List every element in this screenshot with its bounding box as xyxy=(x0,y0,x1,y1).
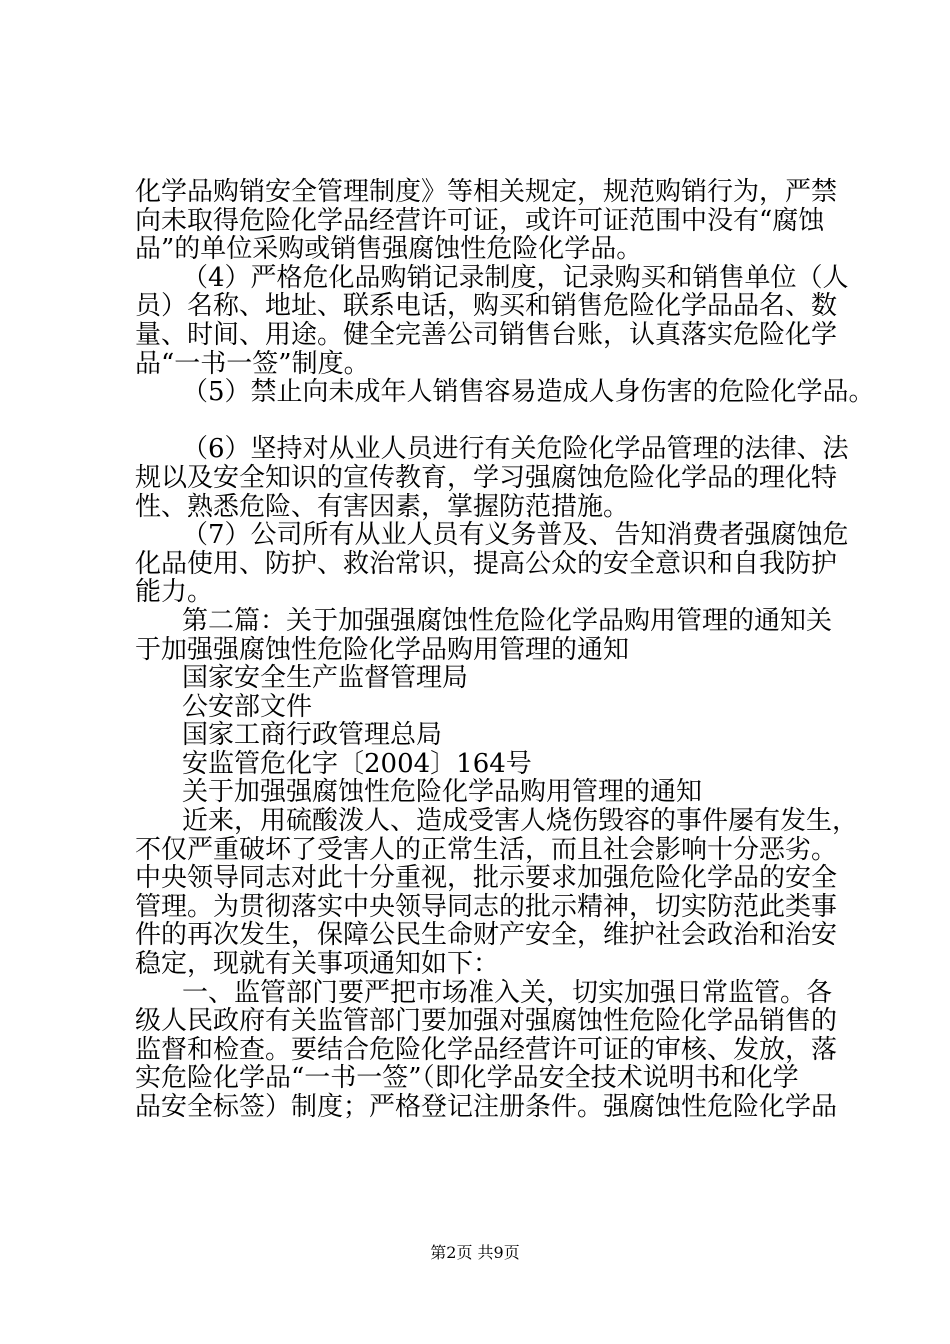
text-line: 级人民政府有关监管部门要加强对强腐蚀性危险化学品销售的 xyxy=(135,1006,838,1037)
text-line: （5）禁止向未成年人销售容易造成人身伤害的危险化学品。 xyxy=(182,377,875,408)
text-line: 公安部文件 xyxy=(182,691,313,722)
text-line: （7）公司所有从业人员有义务普及、告知消费者强腐蚀危 xyxy=(182,520,849,551)
text-line: 监督和检查。要结合危险化学品经营许可证的审核、发放，落 xyxy=(135,1034,838,1065)
text-line: （6）坚持对从业人员进行有关危险化学品管理的法律、法 xyxy=(182,434,849,465)
text-line: 能力。 xyxy=(135,577,214,608)
page-footer xyxy=(0,1243,950,1263)
text-line: 员）名称、地址、联系电话，购买和销售危险化学品品名、数 xyxy=(135,291,838,322)
text-line: 近来，用硫酸泼人、造成受害人烧伤毁容的事件屡有发生， xyxy=(182,806,859,837)
text-line: 安监管危化字〔2004〕164号 xyxy=(182,748,532,779)
document-body xyxy=(135,177,875,1122)
text-line: （4）严格危化品购销记录制度，记录购买和销售单位（人 xyxy=(182,262,849,293)
text-line: 国家工商行政管理总局 xyxy=(182,720,443,751)
text-line: 于加强强腐蚀性危险化学品购用管理的通知 xyxy=(135,634,630,665)
text-line: 性、熟悉危险、有害因素，掌握防范措施。 xyxy=(135,491,630,522)
text-line: 规以及安全知识的宣传教育，学习强腐蚀危险化学品的理化特 xyxy=(135,462,838,493)
text-line: 品”的单位采购或销售强腐蚀性危险化学品。 xyxy=(135,234,643,265)
text-line: 一、监管部门要严把市场准入关，切实加强日常监管。各 xyxy=(182,977,833,1008)
text-line: 品“一书一签”制度。 xyxy=(135,348,370,379)
text-line: 向未取得危险化学品经营许可证，或许可证范围中没有“腐蚀 xyxy=(135,205,825,236)
text-line: 第二篇：关于加强强腐蚀性危险化学品购用管理的通知关 xyxy=(182,605,833,636)
text-line: 中央领导同志对此十分重视，批示要求加强危险化学品的安全 xyxy=(135,863,838,894)
text-line: 稳定，现就有关事项通知如下： xyxy=(135,949,500,980)
text-line: 化学品购销安全管理制度》等相关规定，规范购销行为，严禁 xyxy=(135,177,838,207)
blank-line xyxy=(135,407,835,436)
text-line: 关于加强强腐蚀性危险化学品购用管理的通知 xyxy=(182,777,703,808)
text-line: 件的再次发生，保障公民生命财产安全，维护社会政治和治安 xyxy=(135,920,838,951)
text-line: 量、时间、用途。健全完善公司销售台账，认真落实危险化学 xyxy=(135,319,838,350)
text-line: 国家安全生产监督管理局 xyxy=(182,663,469,694)
text-line: 品安全标签）制度；严格登记注册条件。强腐蚀性危险化学品 xyxy=(135,1092,838,1122)
text-line: 管理。为贯彻落实中央领导同志的批示精神，切实防范此类事 xyxy=(135,891,838,922)
text-line: 实危险化学品“一书一签”（即化学品安全技术说明书和化学 xyxy=(135,1063,799,1094)
text-line: 不仅严重破坏了受害人的正常生活，而且社会影响十分恶劣。 xyxy=(135,834,838,865)
page-number: 第2页 共9页 xyxy=(430,1243,520,1262)
text-line: 化品使用、防护、救治常识，提高公众的安全意识和自我防护 xyxy=(135,548,838,579)
